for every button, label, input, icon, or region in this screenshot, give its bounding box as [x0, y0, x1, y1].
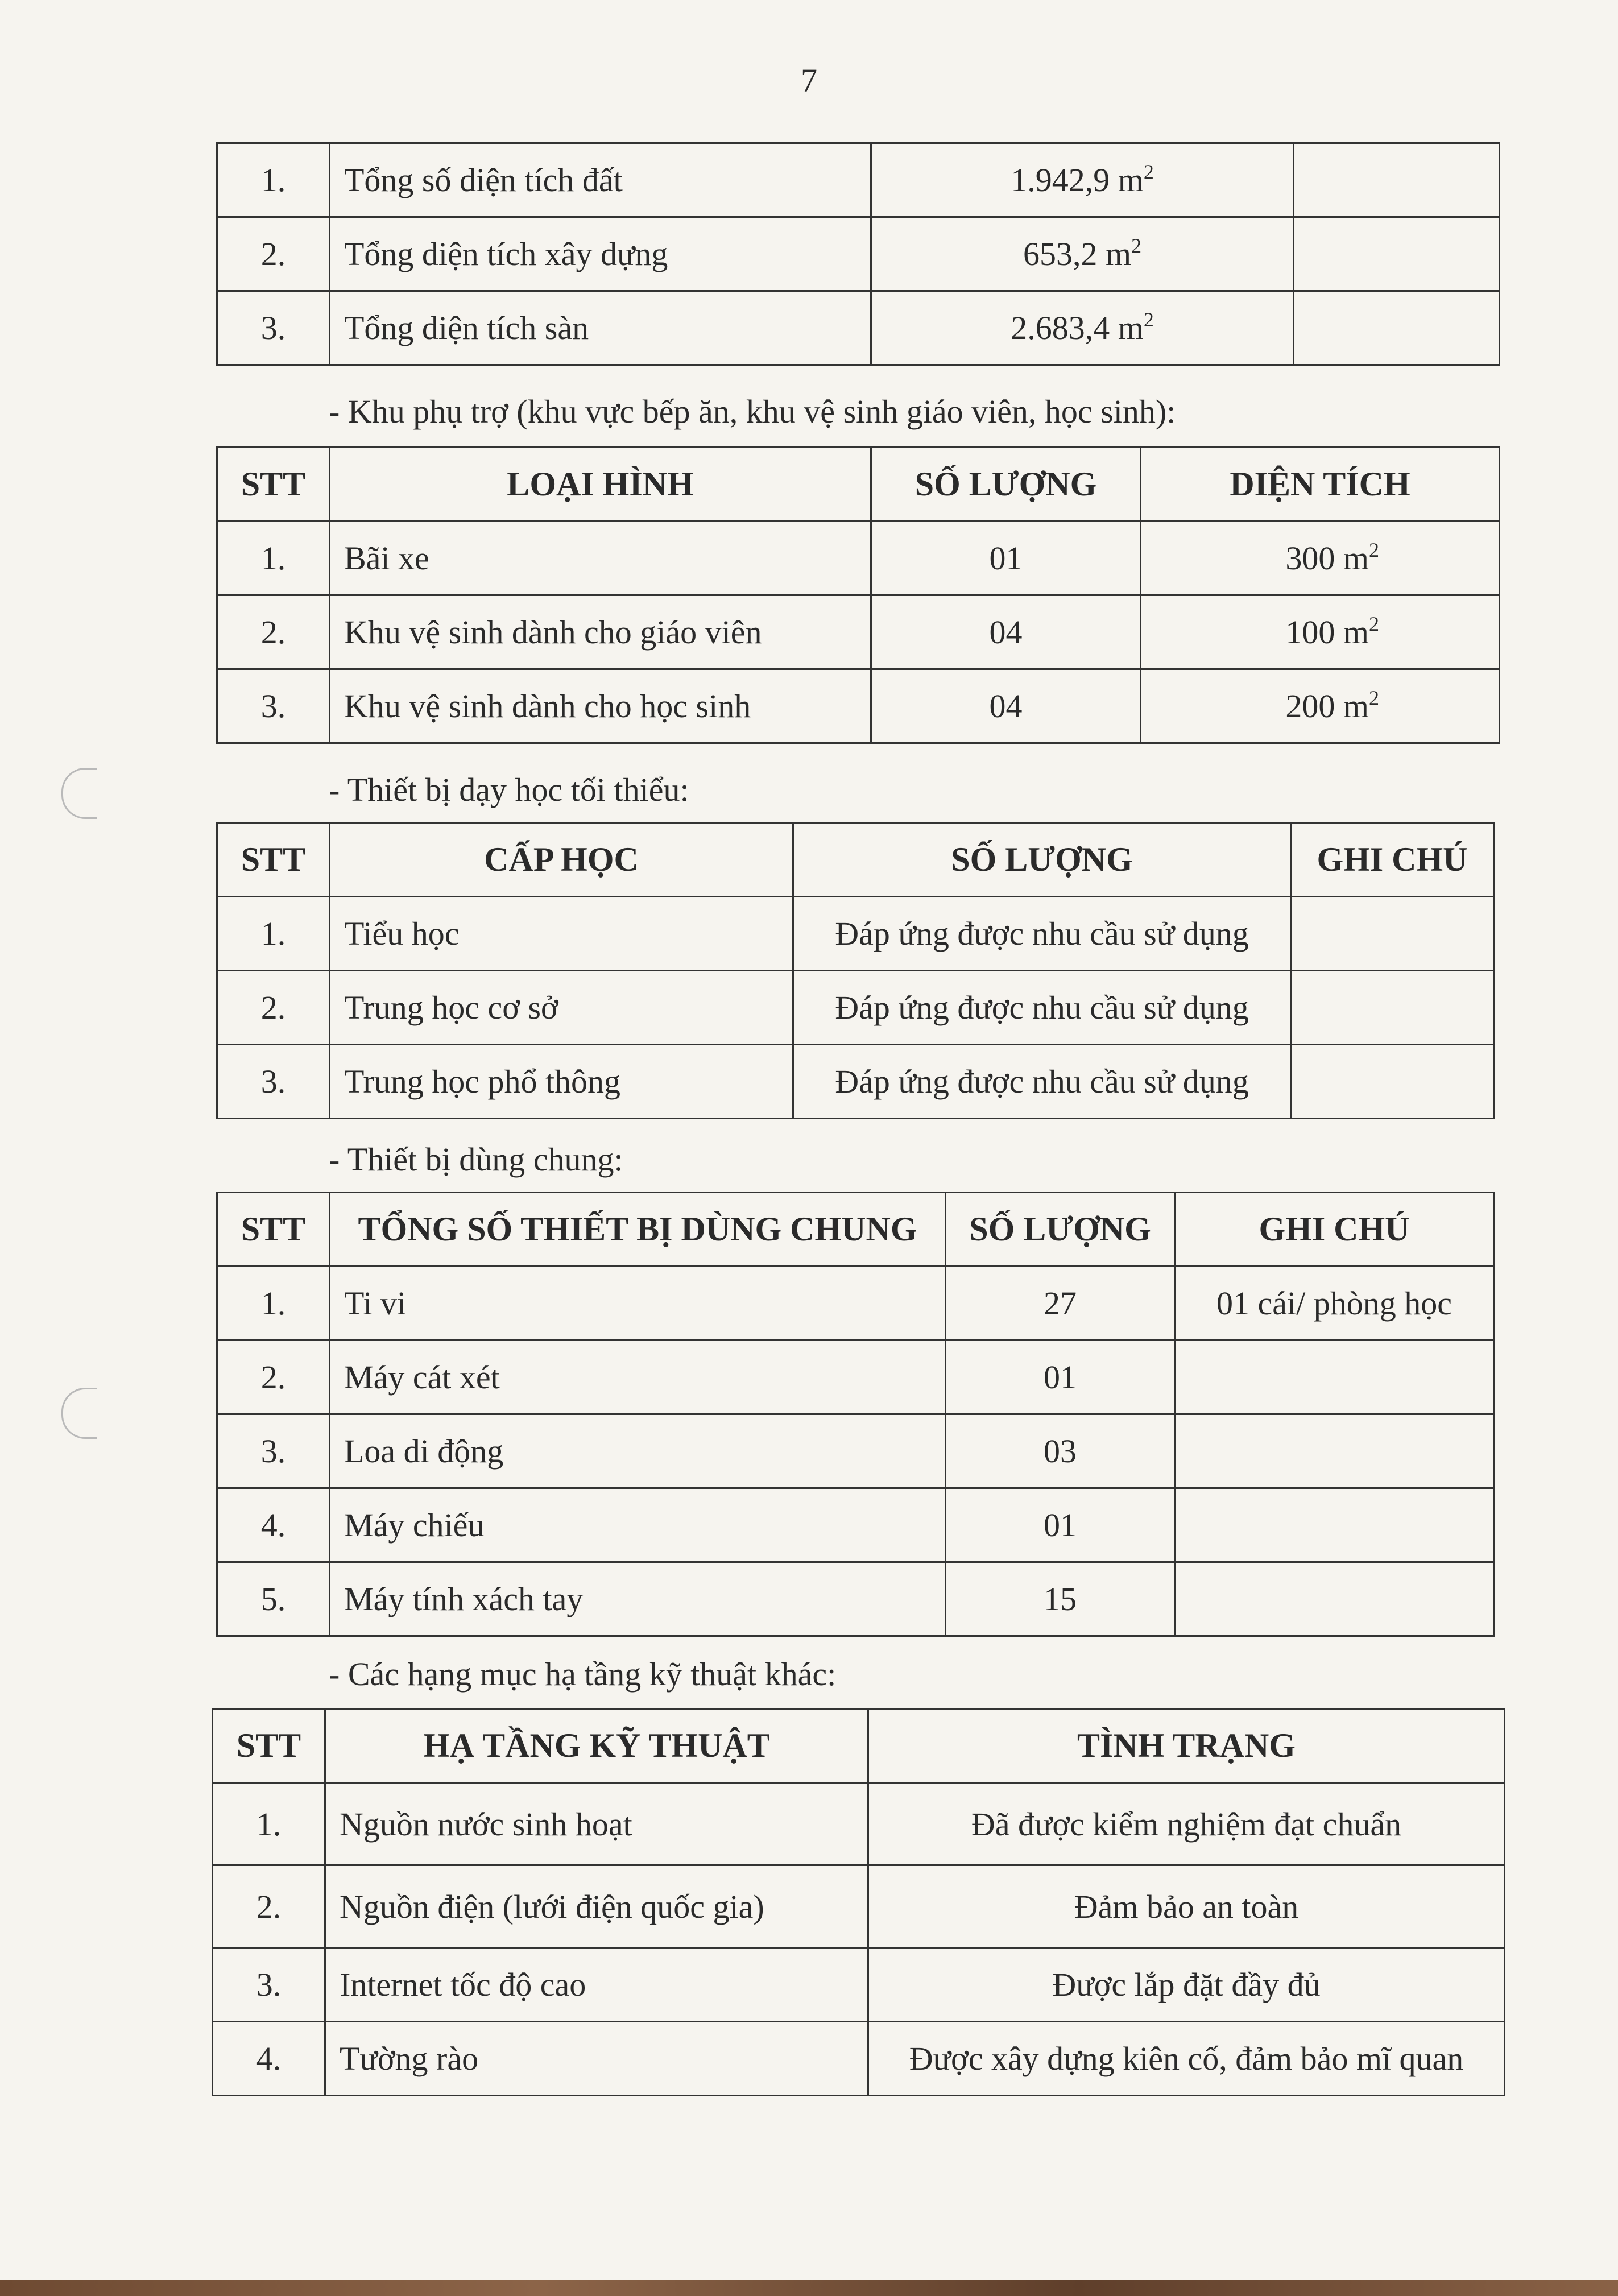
header-note: GHI CHÚ: [1175, 1193, 1494, 1267]
row-note: [1291, 897, 1494, 971]
table-header-row: [217, 823, 1494, 897]
row-note: [1175, 1341, 1494, 1414]
header-quantity: SỐ LƯỢNG: [871, 448, 1141, 522]
table-row: [217, 1488, 1494, 1562]
row-note: [1294, 291, 1500, 365]
header-quantity: SỐ LƯỢNG: [793, 823, 1291, 897]
teaching-equipment-caption: - Thiết bị dạy học tối thiểu:: [329, 771, 689, 808]
row-stt: 1.: [217, 1267, 330, 1341]
header-type: LOẠI HÌNH: [330, 448, 871, 522]
header-stt: STT: [217, 823, 330, 897]
auxiliary-table: [216, 446, 1500, 744]
auxiliary-caption: - Khu phụ trợ (khu vực bếp ăn, khu vệ sinh giáo viên, học sinh):: [329, 393, 1176, 430]
infrastructure-caption: - Các hạng mục hạ tầng kỹ thuật khác:: [329, 1656, 837, 1693]
row-stt: 2.: [217, 217, 330, 291]
row-value: 653,2 $m^2$: [871, 217, 1294, 291]
table-row: [217, 1414, 1494, 1488]
row-name: Khu vệ sinh dành cho giáo viên: [330, 595, 871, 669]
row-quantity: 03: [946, 1414, 1175, 1488]
row-status: Đảm bảo an toàn: [868, 1865, 1505, 1948]
row-name: Máy tính xách tay: [330, 1562, 946, 1636]
row-name: Tổng số diện tích đất: [330, 143, 871, 217]
row-stt: 4.: [217, 1488, 330, 1562]
row-quantity: Đáp ứng được nhu cầu sử dụng: [793, 1045, 1291, 1119]
row-stt: 1.: [217, 897, 330, 971]
row-quantity: 01: [946, 1341, 1175, 1414]
page-number: 7: [801, 62, 817, 99]
header-stt: STT: [217, 1193, 330, 1267]
row-name: Máy cát xét: [330, 1341, 946, 1414]
table-row: [213, 1865, 1505, 1948]
binder-hole-mark: [61, 768, 97, 819]
area-table: [216, 142, 1500, 366]
row-value: 2.683,4 $m^2$: [871, 291, 1294, 365]
row-name: Nguồn nước sinh hoạt: [325, 1783, 868, 1865]
row-stt: 2.: [213, 1865, 325, 1948]
header-equipment: TỔNG SỐ THIẾT BỊ DÙNG CHUNG: [330, 1193, 946, 1267]
row-name: Internet tốc độ cao: [325, 1948, 868, 2022]
row-name: Tổng diện tích sàn: [330, 291, 871, 365]
table-row: [217, 522, 1500, 595]
row-stt: 3.: [217, 1045, 330, 1119]
table-row: [217, 1562, 1494, 1636]
row-note: [1291, 971, 1494, 1045]
row-value: 1.942,9 $m^2$: [871, 143, 1294, 217]
infrastructure-table: [212, 1708, 1505, 2096]
row-name: Ti vi: [330, 1267, 946, 1341]
teaching-equipment-table: [216, 822, 1495, 1119]
row-quantity: 15: [946, 1562, 1175, 1636]
row-note: [1175, 1562, 1494, 1636]
table-row: [217, 217, 1500, 291]
row-stt: 2.: [217, 595, 330, 669]
row-stt: 1.: [217, 143, 330, 217]
header-infrastructure: HẠ TẦNG KỸ THUẬT: [325, 1709, 868, 1783]
shared-equipment-table: [216, 1192, 1495, 1637]
row-note: [1175, 1488, 1494, 1562]
row-quantity: Đáp ứng được nhu cầu sử dụng: [793, 897, 1291, 971]
header-level: CẤP HỌC: [330, 823, 793, 897]
row-note: 01 cái/ phòng học: [1175, 1267, 1494, 1341]
row-area: 100 $m^2$: [1141, 595, 1500, 669]
table-row: [217, 897, 1494, 971]
row-name: Tổng diện tích xây dựng: [330, 217, 871, 291]
row-name: Khu vệ sinh dành cho học sinh: [330, 669, 871, 743]
row-name: Loa di động: [330, 1414, 946, 1488]
table-row: [217, 291, 1500, 365]
row-stt: 2.: [217, 971, 330, 1045]
table-row: [217, 1341, 1494, 1414]
row-stt: 1.: [213, 1783, 325, 1865]
row-status: Được lắp đặt đầy đủ: [868, 1948, 1505, 2022]
row-quantity: 04: [871, 669, 1141, 743]
table-row: [217, 971, 1494, 1045]
table-header-row: [213, 1709, 1505, 1783]
row-quantity: 01: [946, 1488, 1175, 1562]
row-stt: 3.: [217, 669, 330, 743]
row-level: Tiểu học: [330, 897, 793, 971]
header-area: DIỆN TÍCH: [1141, 448, 1500, 522]
row-stt: 3.: [213, 1948, 325, 2022]
row-level: Trung học phổ thông: [330, 1045, 793, 1119]
row-note: [1175, 1414, 1494, 1488]
row-stt: 2.: [217, 1341, 330, 1414]
row-quantity: Đáp ứng được nhu cầu sử dụng: [793, 971, 1291, 1045]
row-stt: 3.: [217, 1414, 330, 1488]
table-header-row: [217, 448, 1500, 522]
row-area: 200 $m^2$: [1141, 669, 1500, 743]
table-header-row: [217, 1193, 1494, 1267]
row-name: Nguồn điện (lưới điện quốc gia): [325, 1865, 868, 1948]
row-stt: 4.: [213, 2022, 325, 2096]
table-row: [217, 143, 1500, 217]
header-status: TÌNH TRẠNG: [868, 1709, 1505, 1783]
row-note: [1291, 1045, 1494, 1119]
table-row: [213, 1948, 1505, 2022]
binder-hole-mark: [61, 1388, 97, 1439]
row-status: Được xây dựng kiên cố, đảm bảo mĩ quan: [868, 2022, 1505, 2096]
row-level: Trung học cơ sở: [330, 971, 793, 1045]
table-row: [217, 669, 1500, 743]
row-name: Tường rào: [325, 2022, 868, 2096]
row-note: [1294, 143, 1500, 217]
row-stt: 3.: [217, 291, 330, 365]
row-note: [1294, 217, 1500, 291]
row-name: Bãi xe: [330, 522, 871, 595]
shared-equipment-caption: - Thiết bị dùng chung:: [329, 1141, 623, 1178]
row-area: 300 $m^2$: [1141, 522, 1500, 595]
header-quantity: SỐ LƯỢNG: [946, 1193, 1175, 1267]
row-status: Đã được kiểm nghiệm đạt chuẩn: [868, 1783, 1505, 1865]
row-stt: 1.: [217, 522, 330, 595]
row-quantity: 04: [871, 595, 1141, 669]
desk-surface-edge: [0, 2280, 1618, 2296]
table-row: [217, 1267, 1494, 1341]
table-row: [213, 2022, 1505, 2096]
row-name: Máy chiếu: [330, 1488, 946, 1562]
row-quantity: 27: [946, 1267, 1175, 1341]
header-stt: STT: [217, 448, 330, 522]
table-row: [217, 595, 1500, 669]
header-note: GHI CHÚ: [1291, 823, 1494, 897]
row-quantity: 01: [871, 522, 1141, 595]
header-stt: STT: [213, 1709, 325, 1783]
table-row: [213, 1783, 1505, 1865]
row-stt: 5.: [217, 1562, 330, 1636]
table-row: [217, 1045, 1494, 1119]
